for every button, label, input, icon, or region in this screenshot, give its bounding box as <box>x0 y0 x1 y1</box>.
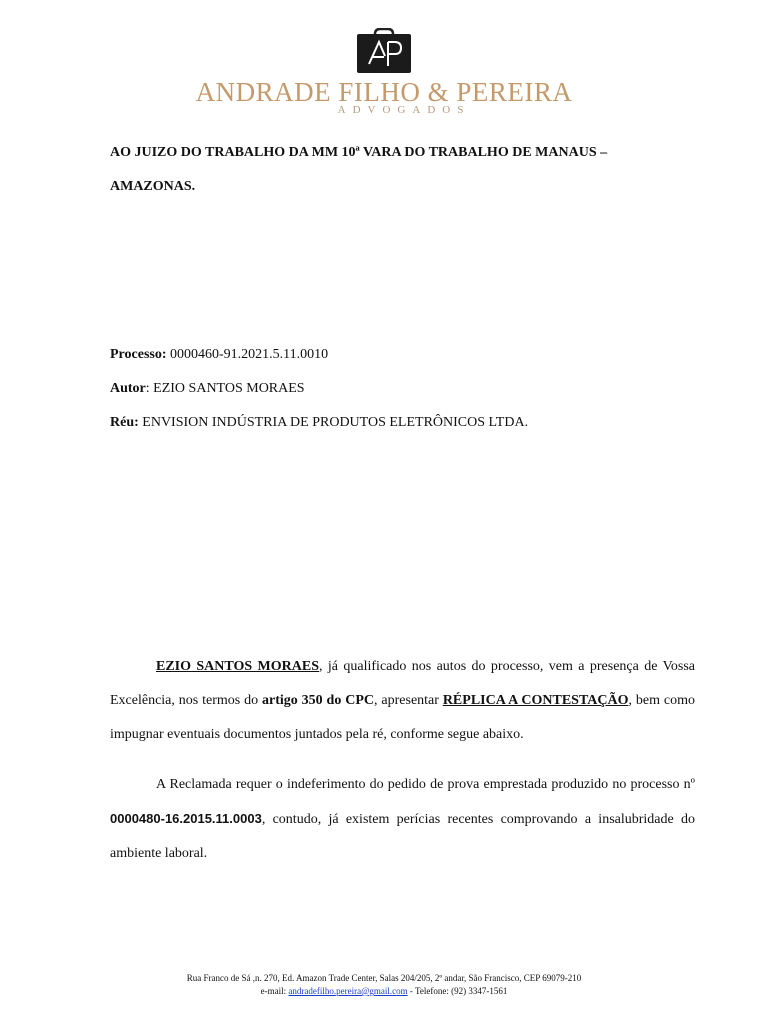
footer-contact <box>0 985 768 998</box>
case-info <box>110 338 695 440</box>
footer-address: Rua Franco de Sá ,n. 270, Ed. Amazon Trade Center, Salas 204/205, 2º andar, São Francisco, CEP 69079-210 <box>186 973 582 983</box>
letterhead <box>0 28 768 116</box>
autor-value: : EZIO SANTOS MORAES <box>145 381 305 396</box>
heading-line-2: AMAZONAS. <box>110 179 196 194</box>
processo-value: 0000460-91.2021.5.11.0010 <box>170 347 329 362</box>
email-label: e-mail: <box>260 986 287 996</box>
p1-text-1: , já qualificado nos autos do processo, vem a presença de Vossa Excelência, nos termos do <box>110 659 695 708</box>
paragraph-2 <box>110 768 695 871</box>
heading-line-1: AO JUIZO DO TRABALHO DA MM 10ª VARA DO TRABALHO DE MANAUS – <box>110 145 608 160</box>
petition-heading <box>110 136 695 204</box>
case-autor <box>110 372 695 406</box>
reu-value: ENVISION INDÚSTRIA DE PRODUTOS ELETRÔNICOS LTDA. <box>142 415 529 430</box>
petition-body <box>110 650 695 887</box>
firm-subtitle: ADVOGADOS <box>337 104 471 116</box>
reu-label: Réu: <box>110 415 139 430</box>
p1-text-2: , apresentar <box>374 693 443 708</box>
phone-text: - Telefone: (92) 3347-1561 <box>409 986 508 996</box>
briefcase-ap-icon <box>355 28 413 74</box>
firm-name: ANDRADE FILHO & PEREIRA <box>195 77 573 107</box>
processo-label: Processo: <box>110 347 167 362</box>
plaintiff-name: EZIO SANTOS MORAES <box>156 659 320 674</box>
replica-title: RÉPLICA A CONTESTAÇÃO <box>442 693 629 708</box>
article-reference: artigo 350 do CPC <box>262 693 375 708</box>
case-reu <box>110 406 695 440</box>
cited-process-number: 0000480-16.2015.11.0003 <box>110 811 262 826</box>
p2-text-1: A Reclamada requer o indeferimento do pedido de prova emprestada produzido no processo nº <box>156 777 695 792</box>
page-footer <box>0 972 768 998</box>
p2-text-2: , contudo, já existem perícias recentes comprovando a insalubridade do ambiente laboral. <box>110 812 695 861</box>
email-link[interactable]: andradefilho.pereira@gmail.com <box>288 986 408 996</box>
paragraph-1 <box>110 650 695 752</box>
case-processo <box>110 338 695 372</box>
p1-text-3: , bem como impugnar eventuais documentos juntados pela ré, conforme segue abaixo. <box>110 693 695 742</box>
autor-label: Autor <box>110 381 146 396</box>
